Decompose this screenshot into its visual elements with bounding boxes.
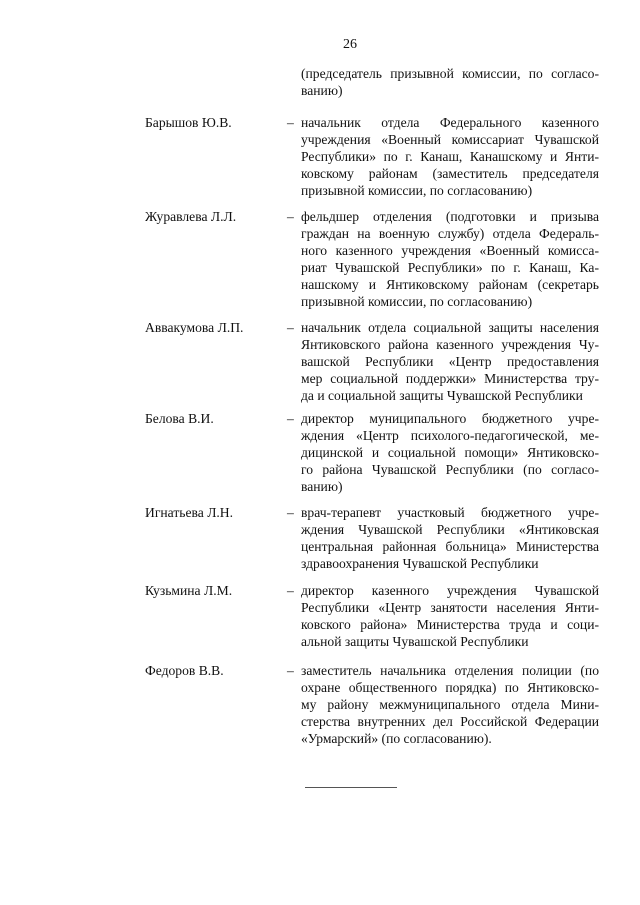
entry-dash: – — [287, 411, 294, 426]
position-line: Республики «Центр занятости населения Янти- — [301, 600, 599, 615]
position-line: альной защиты Чувашской Республики — [301, 634, 529, 649]
member-name: Барышов Ю.В. — [145, 115, 232, 130]
position-line: призывной комиссии, по согласованию) — [301, 183, 533, 198]
position-line: учреждения «Военный комиссариат Чувашской — [301, 132, 599, 147]
position-line: ковскому районам (заместитель председателя — [301, 166, 599, 181]
continuation-line: (председатель призывной комиссии, по согласо- — [301, 66, 599, 81]
end-rule — [305, 787, 397, 788]
page-number: 26 — [343, 37, 357, 52]
position-line: фельдшер отделения (подготовки и призыва — [301, 209, 599, 224]
position-line: директор казенного учреждения Чувашской — [301, 583, 599, 598]
member-name: Аввакумова Л.П. — [145, 320, 244, 335]
position-line: ждения «Центр психолого-педагогической, ме- — [301, 428, 599, 443]
continuation-line: ванию) — [301, 83, 343, 98]
position-line: граждан на военную службу) отдела Федераль- — [301, 226, 599, 241]
member-name: Кузьмина Л.М. — [145, 583, 233, 598]
member-position — [301, 410, 599, 495]
member-name: Белова В.И. — [145, 411, 214, 426]
member-position — [301, 114, 599, 199]
position-line: нашскому и Янтиковскому районам (секретарь — [301, 277, 599, 292]
position-line: го района Чувашской Республики (по согласо- — [301, 462, 599, 477]
position-line: охране общественного порядка) по Янтиковско- — [301, 680, 599, 695]
position-line: да и социальной защиты Чувашской Республики — [301, 388, 583, 403]
position-line: начальник отдела социальной защиты населения — [301, 320, 599, 335]
position-line: призывной комиссии, по согласованию) — [301, 294, 533, 309]
position-line: Янтиковского района казенного учреждения Чу- — [301, 337, 599, 352]
position-line: центральная районная больница» Министерства — [301, 539, 599, 554]
member-position — [301, 319, 599, 404]
entry-dash: – — [287, 115, 294, 130]
entry-dash: – — [287, 320, 294, 335]
position-line: вашской Республики «Центр предоставления — [301, 354, 599, 369]
entry-dash: – — [287, 583, 294, 598]
member-position — [301, 208, 599, 310]
position-line: ванию) — [301, 479, 343, 494]
member-position — [301, 582, 599, 650]
position-line: врач-терапевт участковый бюджетного учре- — [301, 505, 599, 520]
position-line: му району межмуниципального отдела Мини- — [301, 697, 599, 712]
position-line: мер социальной поддержки» Министерства тру- — [301, 371, 599, 386]
position-line: дицинской и социальной помощи» Янтиковско- — [301, 445, 599, 460]
entry-dash: – — [287, 209, 294, 224]
entry-dash: – — [287, 505, 294, 520]
position-line: стерства внутренних дел Российской Федерации — [301, 714, 599, 729]
member-position — [301, 504, 599, 572]
member-name: Журавлева Л.Л. — [145, 209, 237, 224]
position-line: «Урмарский» (по согласованию). — [301, 731, 492, 746]
position-line: здравоохранения Чувашской Республики — [301, 556, 539, 571]
position-line: ждения Чувашской Республики «Янтиковская — [301, 522, 599, 537]
position-line: директор муниципального бюджетного учре- — [301, 411, 599, 426]
continuation-text — [301, 65, 599, 99]
position-line: риат Чувашской Республики» по г. Канаш, Ка- — [301, 260, 599, 275]
position-line: Республики» по г. Канаш, Канашскому и Янти- — [301, 149, 599, 164]
entry-dash: – — [287, 663, 294, 678]
position-line: ного казенного учреждения «Военный комисса- — [301, 243, 599, 258]
member-name: Федоров В.В. — [145, 663, 224, 678]
member-name: Игнатьева Л.Н. — [145, 505, 234, 520]
member-position — [301, 662, 599, 747]
position-line: заместитель начальника отделения полиции (по — [301, 663, 599, 678]
position-line: начальник отдела Федерального казенного — [301, 115, 599, 130]
position-line: ковского района» Министерства труда и соци- — [301, 617, 599, 632]
